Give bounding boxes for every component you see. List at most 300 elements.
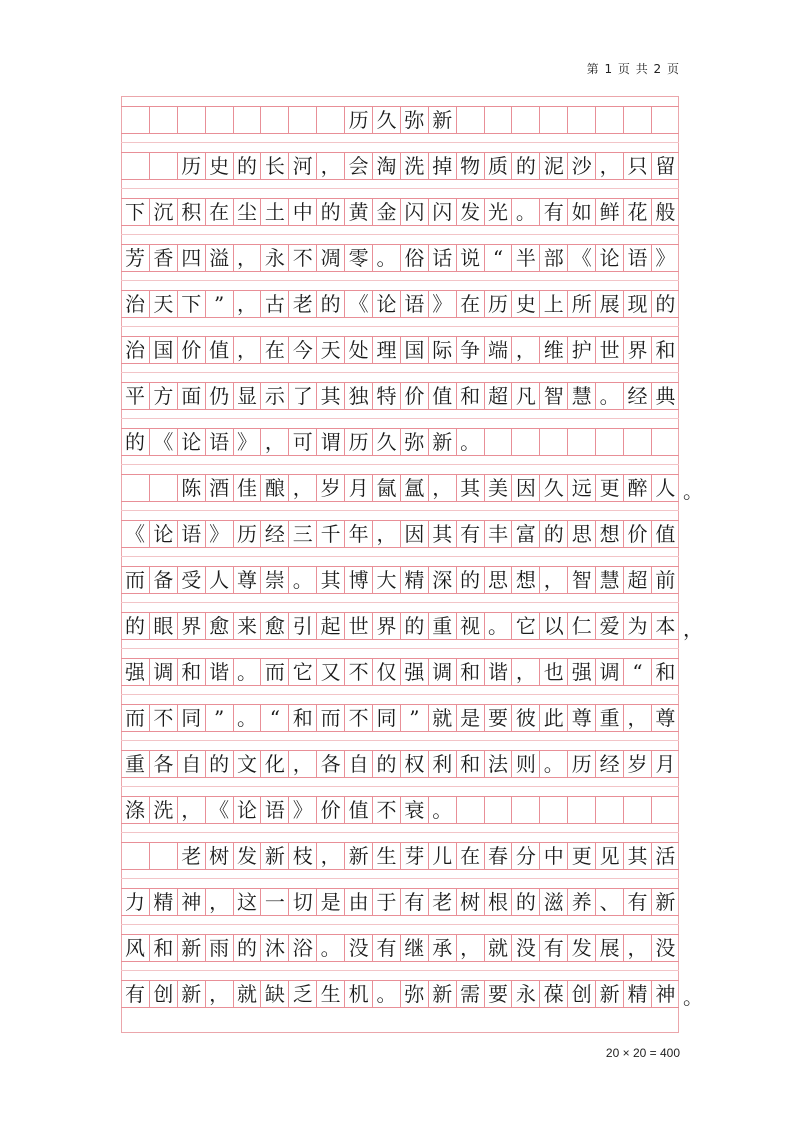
grid-cell: 春 bbox=[484, 843, 512, 869]
grid-cell: 视 bbox=[456, 613, 484, 639]
grid-cell: 久 bbox=[372, 429, 400, 455]
grid-cell: 语 bbox=[260, 797, 288, 823]
grid-cell: 。 bbox=[316, 935, 344, 961]
grid-cell: ， bbox=[260, 429, 288, 455]
grid-cell bbox=[567, 107, 595, 133]
grid-cell: 论 bbox=[595, 245, 623, 271]
grid-cell: 深 bbox=[428, 567, 456, 593]
grid-row bbox=[121, 382, 679, 410]
grid-cell: 国 bbox=[149, 337, 177, 363]
grid-cell bbox=[149, 107, 177, 133]
grid-cell: 丰 bbox=[484, 521, 512, 547]
grid-cell: 洗 bbox=[149, 797, 177, 823]
grid-cell: 价 bbox=[177, 337, 205, 363]
grid-cell: 生 bbox=[316, 981, 344, 1007]
spacer-line bbox=[121, 786, 679, 787]
grid-cell bbox=[567, 797, 595, 823]
spacer-line bbox=[121, 878, 679, 879]
grid-cell: 史 bbox=[511, 291, 539, 317]
grid-cell: 谓 bbox=[316, 429, 344, 455]
grid-cell bbox=[484, 429, 512, 455]
overflow-punctuation: ， bbox=[683, 616, 703, 641]
grid-cell: 老 bbox=[428, 889, 456, 915]
grid-cell: 承 bbox=[428, 935, 456, 961]
grid-cell: 精 bbox=[623, 981, 651, 1007]
grid-cell: 显 bbox=[233, 383, 261, 409]
grid-cell bbox=[456, 797, 484, 823]
grid-cell: 永 bbox=[511, 981, 539, 1007]
grid-cell: 它 bbox=[511, 613, 539, 639]
grid-cell: 思 bbox=[567, 521, 595, 547]
grid-cell bbox=[651, 429, 679, 455]
grid-cell: 由 bbox=[344, 889, 372, 915]
grid-cell bbox=[651, 797, 679, 823]
grid-cell: ， bbox=[233, 245, 261, 271]
grid-row bbox=[121, 888, 679, 916]
grid-cell: 更 bbox=[595, 475, 623, 501]
grid-cell: 质 bbox=[484, 153, 512, 179]
grid-cell: 和 bbox=[288, 705, 316, 731]
grid-cell: ， bbox=[205, 981, 233, 1007]
grid-cell: 年 bbox=[344, 521, 372, 547]
grid-cell: 儿 bbox=[428, 843, 456, 869]
grid-cell: 强 bbox=[400, 659, 428, 685]
grid-cell: 强 bbox=[124, 660, 145, 684]
grid-cell: 岁 bbox=[316, 475, 344, 501]
grid-cell: 鲜 bbox=[595, 199, 623, 225]
grid-cell: 雨 bbox=[205, 935, 233, 961]
spacer-line bbox=[121, 188, 679, 189]
grid-row bbox=[121, 152, 679, 180]
grid-cell: 而 bbox=[124, 706, 145, 730]
grid-cell: 现 bbox=[623, 291, 651, 317]
grid-cell: ， bbox=[233, 291, 261, 317]
grid-cell: ， bbox=[539, 567, 567, 593]
grid-cell: 面 bbox=[177, 383, 205, 409]
grid-cell: 历 bbox=[233, 521, 261, 547]
grid-cell: 端 bbox=[484, 337, 512, 363]
grid-cell bbox=[539, 107, 567, 133]
grid-cell: ” bbox=[205, 291, 233, 317]
grid-cell bbox=[205, 107, 233, 133]
grid-cell: 更 bbox=[567, 843, 595, 869]
grid-cell: 永 bbox=[260, 245, 288, 271]
grid-cell: 下 bbox=[177, 291, 205, 317]
grid-row bbox=[121, 980, 703, 1009]
grid-cell: ， bbox=[177, 797, 205, 823]
grid-cell bbox=[623, 429, 651, 455]
grid-cell bbox=[539, 429, 567, 455]
grid-cell: 眼 bbox=[149, 613, 177, 639]
grid-cell: 慧 bbox=[595, 567, 623, 593]
grid-cell: 神 bbox=[177, 889, 205, 915]
grid-cell: 平 bbox=[124, 384, 145, 408]
grid-cell: 法 bbox=[484, 751, 512, 777]
title-row bbox=[121, 106, 679, 134]
grid-cell: 值 bbox=[205, 337, 233, 363]
grid-row bbox=[121, 934, 679, 962]
grid-cell: 展 bbox=[595, 935, 623, 961]
grid-cell: 引 bbox=[288, 613, 316, 639]
grid-cell: 新 bbox=[428, 107, 456, 133]
grid-cell: 新 bbox=[428, 429, 456, 455]
grid-cell: 光 bbox=[484, 199, 512, 225]
grid-cell: ， bbox=[595, 153, 623, 179]
grid-cell: 一 bbox=[260, 889, 288, 915]
grid-cell: ， bbox=[511, 659, 539, 685]
grid-cell: 岁 bbox=[623, 751, 651, 777]
grid-cell: 慧 bbox=[567, 383, 595, 409]
grid-cell: 理 bbox=[372, 337, 400, 363]
grid-cell: 人 bbox=[651, 475, 679, 501]
grid-cell: 为 bbox=[623, 613, 651, 639]
grid-cell bbox=[288, 107, 316, 133]
grid-cell: 积 bbox=[177, 199, 205, 225]
spacer-line bbox=[121, 740, 679, 741]
grid-cell: 发 bbox=[233, 843, 261, 869]
grid-cell: 所 bbox=[567, 291, 595, 317]
grid-cell: 》 bbox=[428, 291, 456, 317]
grid-cell: 各 bbox=[149, 751, 177, 777]
grid-cell: 愈 bbox=[205, 613, 233, 639]
grid-cell: 值 bbox=[428, 383, 456, 409]
grid-cell: 凡 bbox=[511, 383, 539, 409]
grid-cell: 史 bbox=[205, 153, 233, 179]
grid-cell: 界 bbox=[623, 337, 651, 363]
grid-cell: 在 bbox=[205, 199, 233, 225]
grid-cell: 价 bbox=[623, 521, 651, 547]
grid-cell: 分 bbox=[511, 843, 539, 869]
grid-cell: 。 bbox=[484, 613, 512, 639]
grid-row bbox=[121, 244, 679, 272]
grid-cell: 有 bbox=[539, 935, 567, 961]
grid-cell: 沙 bbox=[567, 153, 595, 179]
grid-cell: 精 bbox=[149, 889, 177, 915]
grid-cell bbox=[595, 429, 623, 455]
grid-cell: 机 bbox=[344, 981, 372, 1007]
grid-row bbox=[121, 704, 679, 732]
grid-cell: 自 bbox=[344, 751, 372, 777]
grid-cell: ” bbox=[400, 705, 428, 731]
grid-row bbox=[121, 796, 679, 824]
spacer-line bbox=[121, 602, 679, 603]
grid-cell: 因 bbox=[400, 521, 428, 547]
grid-cell: 陈 bbox=[177, 475, 205, 501]
grid-cell: 处 bbox=[344, 337, 372, 363]
grid-cell: 历 bbox=[344, 429, 372, 455]
grid-cell: 话 bbox=[428, 245, 456, 271]
grid-cell bbox=[511, 429, 539, 455]
grid-cell: 语 bbox=[177, 521, 205, 547]
grid-cell: 的 bbox=[511, 153, 539, 179]
grid-cell: 远 bbox=[567, 475, 595, 501]
grid-cell: 它 bbox=[288, 659, 316, 685]
overflow-punctuation: 。 bbox=[683, 984, 703, 1009]
grid-cell: 治 bbox=[124, 338, 145, 362]
grid-cell: 说 bbox=[456, 245, 484, 271]
composition-grid-paper bbox=[121, 96, 703, 1033]
grid-cell: 浴 bbox=[288, 935, 316, 961]
grid-cell bbox=[511, 797, 539, 823]
grid-cell: 酿 bbox=[260, 475, 288, 501]
grid-cell bbox=[149, 475, 177, 501]
grid-cell: 维 bbox=[539, 337, 567, 363]
grid-cell: 新 bbox=[595, 981, 623, 1007]
grid-cell: 》 bbox=[233, 429, 261, 455]
grid-cell: ” bbox=[205, 705, 233, 731]
grid-cell: 《 bbox=[567, 245, 595, 271]
grid-cell bbox=[651, 107, 679, 133]
grid-cell: 智 bbox=[567, 567, 595, 593]
grid-cell: 想 bbox=[595, 521, 623, 547]
grid-cell: 谐 bbox=[484, 659, 512, 685]
grid-cell: 。 bbox=[372, 981, 400, 1007]
grid-cell bbox=[316, 107, 344, 133]
grid-cell: ， bbox=[623, 705, 651, 731]
grid-cell: “ bbox=[484, 245, 512, 271]
grid-cell: 如 bbox=[567, 199, 595, 225]
grid-cell: 仁 bbox=[567, 613, 595, 639]
grid-cell: 和 bbox=[177, 659, 205, 685]
grid-cell: 有 bbox=[124, 982, 145, 1006]
grid-cell: 示 bbox=[260, 383, 288, 409]
grid-cell: 弥 bbox=[400, 981, 428, 1007]
grid-cell: 精 bbox=[400, 567, 428, 593]
grid-row bbox=[121, 290, 679, 318]
grid-cell: ， bbox=[233, 337, 261, 363]
grid-cell: 活 bbox=[651, 843, 679, 869]
grid-cell: 因 bbox=[511, 475, 539, 501]
grid-cell: 芳 bbox=[124, 246, 145, 270]
grid-cell: 有 bbox=[623, 889, 651, 915]
grid-cell: 特 bbox=[372, 383, 400, 409]
spacer-line bbox=[121, 648, 679, 649]
grid-cell: 《 bbox=[344, 291, 372, 317]
grid-cell: 愈 bbox=[260, 613, 288, 639]
grid-cell: 独 bbox=[344, 383, 372, 409]
grid-cell: 尘 bbox=[233, 199, 261, 225]
grid-cell: 见 bbox=[595, 843, 623, 869]
grid-cell: 没 bbox=[344, 935, 372, 961]
grid-row bbox=[121, 750, 679, 778]
grid-cell: 和 bbox=[456, 383, 484, 409]
grid-cell: 氤 bbox=[372, 475, 400, 501]
grid-cell bbox=[260, 107, 288, 133]
grid-cell bbox=[177, 107, 205, 133]
grid-cell: 涤 bbox=[124, 798, 145, 822]
grid-cell: 滋 bbox=[539, 889, 567, 915]
grid-cell: 的 bbox=[233, 153, 261, 179]
grid-cell: 又 bbox=[316, 659, 344, 685]
grid-cell: 也 bbox=[539, 659, 567, 685]
grid-cell: 就 bbox=[484, 935, 512, 961]
grid-cell: 展 bbox=[595, 291, 623, 317]
grid-cell: 金 bbox=[372, 199, 400, 225]
grid-cell: 尊 bbox=[567, 705, 595, 731]
grid-cell: 想 bbox=[511, 567, 539, 593]
grid-cell: 利 bbox=[428, 751, 456, 777]
grid-cell: “ bbox=[623, 659, 651, 685]
grid-cell: 典 bbox=[651, 383, 679, 409]
grid-cell: 新 bbox=[651, 889, 679, 915]
grid-cell: 养 bbox=[567, 889, 595, 915]
grid-cell bbox=[149, 843, 177, 869]
grid-cell: 弥 bbox=[400, 107, 428, 133]
grid-cell: 则 bbox=[511, 751, 539, 777]
grid-cell: 崇 bbox=[260, 567, 288, 593]
grid-cell: 和 bbox=[456, 751, 484, 777]
grid-cell bbox=[595, 797, 623, 823]
grid-cell: 而 bbox=[260, 659, 288, 685]
spacer-line bbox=[121, 556, 679, 557]
grid-cell: 语 bbox=[623, 245, 651, 271]
grid-cell: 经 bbox=[260, 521, 288, 547]
grid-cell: 自 bbox=[177, 751, 205, 777]
grid-cell: 《 bbox=[205, 797, 233, 823]
grid-cell: 的 bbox=[456, 567, 484, 593]
grid-cell: 的 bbox=[511, 889, 539, 915]
grid-cell: 。 bbox=[456, 429, 484, 455]
grid-cell bbox=[149, 153, 177, 179]
grid-cell bbox=[567, 429, 595, 455]
grid-cell: 留 bbox=[651, 153, 679, 179]
grid-cell: 。 bbox=[539, 751, 567, 777]
grid-cell: 的 bbox=[316, 199, 344, 225]
grid-cell: 调 bbox=[595, 659, 623, 685]
overflow-punctuation: 。 bbox=[683, 478, 703, 503]
grid-cell: 本 bbox=[651, 613, 679, 639]
grid-cell: 土 bbox=[260, 199, 288, 225]
grid-cell: 起 bbox=[316, 613, 344, 639]
grid-cell: 在 bbox=[456, 291, 484, 317]
grid-cell: ， bbox=[288, 475, 316, 501]
grid-cell: 只 bbox=[623, 153, 651, 179]
grid-cell: 价 bbox=[400, 383, 428, 409]
grid-cell: 有 bbox=[539, 199, 567, 225]
grid-cell: 有 bbox=[456, 521, 484, 547]
grid-cell: 而 bbox=[316, 705, 344, 731]
grid-cell: 爱 bbox=[595, 613, 623, 639]
grid-cell: 语 bbox=[400, 291, 428, 317]
grid-cell: 。 bbox=[595, 383, 623, 409]
grid-cell: 重 bbox=[124, 752, 145, 776]
grid-cell: 就 bbox=[233, 981, 261, 1007]
grid-cell bbox=[233, 107, 261, 133]
grid-cell: ， bbox=[623, 935, 651, 961]
grid-cell: 。 bbox=[372, 245, 400, 271]
grid-cell bbox=[511, 107, 539, 133]
grid-cell: 有 bbox=[400, 889, 428, 915]
grid-cell: 洗 bbox=[400, 153, 428, 179]
grid-row bbox=[121, 474, 703, 503]
grid-cell: 其 bbox=[456, 475, 484, 501]
grid-cell: 重 bbox=[428, 613, 456, 639]
grid-cell: 泥 bbox=[539, 153, 567, 179]
grid-cell: 月 bbox=[651, 751, 679, 777]
grid-row bbox=[121, 336, 679, 364]
grid-cell: 《 bbox=[124, 522, 145, 546]
grid-cell: 凋 bbox=[316, 245, 344, 271]
grid-row bbox=[121, 520, 679, 548]
grid-cell: 各 bbox=[316, 751, 344, 777]
grid-cell: 弥 bbox=[400, 429, 428, 455]
grid-cell: 不 bbox=[288, 245, 316, 271]
grid-cell: 于 bbox=[372, 889, 400, 915]
grid-cell: 新 bbox=[177, 981, 205, 1007]
grid-cell: 新 bbox=[260, 843, 288, 869]
grid-cell: 智 bbox=[539, 383, 567, 409]
grid-cell: 的 bbox=[539, 521, 567, 547]
grid-cell: 了 bbox=[288, 383, 316, 409]
grid-cell: 是 bbox=[316, 889, 344, 915]
grid-cell: 可 bbox=[288, 429, 316, 455]
grid-cell: 《 bbox=[149, 429, 177, 455]
grid-cell: 和 bbox=[456, 659, 484, 685]
grid-cell: 不 bbox=[372, 797, 400, 823]
grid-cell: 会 bbox=[344, 153, 372, 179]
spacer-line bbox=[121, 280, 679, 281]
grid-cell: 千 bbox=[316, 521, 344, 547]
grid-cell: 此 bbox=[539, 705, 567, 731]
grid-cell: 和 bbox=[651, 337, 679, 363]
grid-cell: 》 bbox=[651, 245, 679, 271]
grid-cell: 古 bbox=[260, 291, 288, 317]
grid-cell bbox=[484, 107, 512, 133]
grid-cell: 没 bbox=[511, 935, 539, 961]
grid-cell: 其 bbox=[316, 567, 344, 593]
grid-cell: 以 bbox=[539, 613, 567, 639]
grid-cell: 思 bbox=[484, 567, 512, 593]
grid-cell: 有 bbox=[372, 935, 400, 961]
grid-cell: 在 bbox=[456, 843, 484, 869]
grid-cell: 创 bbox=[567, 981, 595, 1007]
grid-cell: 老 bbox=[288, 291, 316, 317]
grid-cell: 。 bbox=[288, 567, 316, 593]
grid-cell: 的 bbox=[400, 613, 428, 639]
grid-cell: 物 bbox=[456, 153, 484, 179]
grid-cell: 闪 bbox=[428, 199, 456, 225]
spacer-line bbox=[121, 418, 679, 419]
grid-cell: 树 bbox=[456, 889, 484, 915]
grid-cell: 要 bbox=[484, 981, 512, 1007]
grid-cell: 闪 bbox=[400, 199, 428, 225]
grid-cell: 下 bbox=[124, 200, 145, 224]
grid-cell: 经 bbox=[623, 383, 651, 409]
grid-cell: 同 bbox=[177, 705, 205, 731]
grid-cell: 彼 bbox=[511, 705, 539, 731]
grid-cell: 不 bbox=[149, 705, 177, 731]
grid-cell: 根 bbox=[484, 889, 512, 915]
grid-cell: 人 bbox=[205, 567, 233, 593]
grid-cell: 衰 bbox=[400, 797, 428, 823]
grid-cell: 富 bbox=[511, 521, 539, 547]
grid-cell: 今 bbox=[288, 337, 316, 363]
grid-cell: 沉 bbox=[149, 199, 177, 225]
grid-cell: 谐 bbox=[205, 659, 233, 685]
grid-cell: 的 bbox=[316, 291, 344, 317]
grid-cell: 备 bbox=[149, 567, 177, 593]
grid-cell: 同 bbox=[372, 705, 400, 731]
spacer-line bbox=[121, 970, 679, 971]
grid-cell: 其 bbox=[623, 843, 651, 869]
grid-cell: 其 bbox=[316, 383, 344, 409]
grid-cell: 长 bbox=[260, 153, 288, 179]
spacer-line bbox=[121, 372, 679, 373]
grid-count-label: 20 × 20 = 400 bbox=[605, 1046, 680, 1060]
grid-cell: 力 bbox=[124, 890, 145, 914]
grid-cell: 佳 bbox=[233, 475, 261, 501]
grid-cell: 半 bbox=[511, 245, 539, 271]
